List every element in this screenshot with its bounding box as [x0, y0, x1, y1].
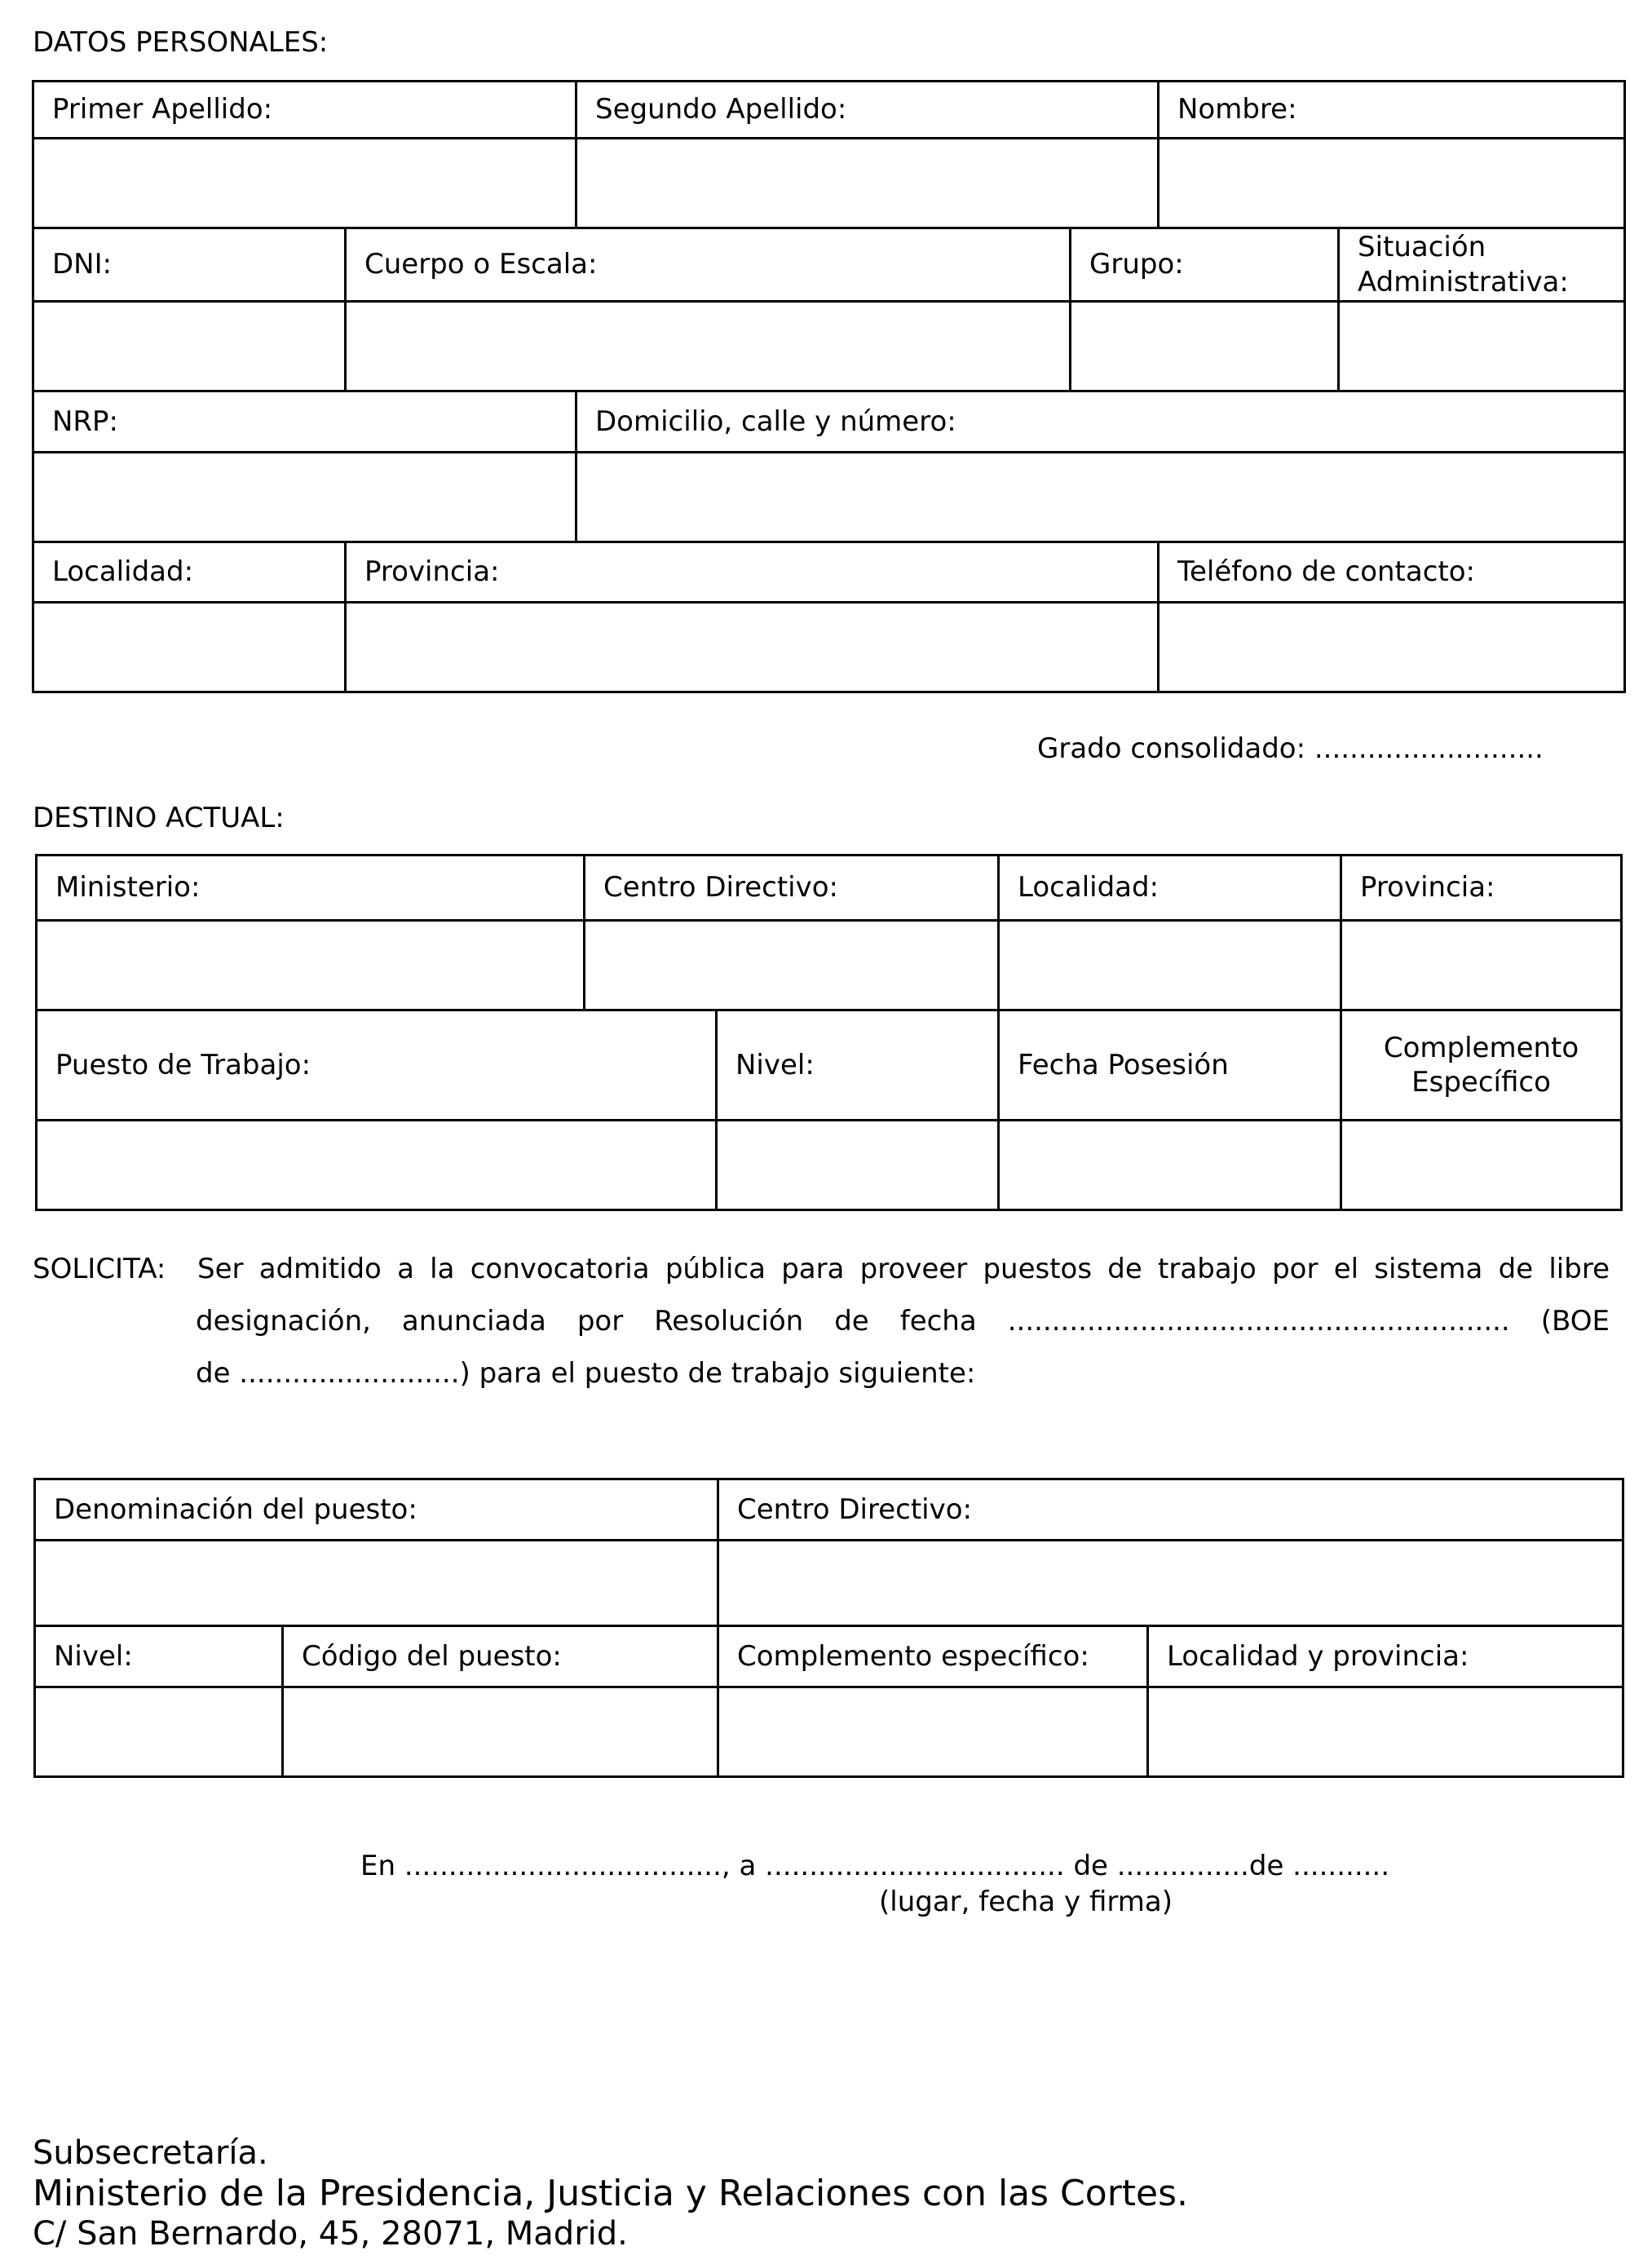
- puesto-centro-directivo-label: Centro Directivo:: [718, 1479, 1623, 1541]
- ministerio-label: Ministerio:: [37, 856, 585, 921]
- codigo-puesto-label: Código del puesto:: [283, 1626, 718, 1687]
- footer-ministerio: Ministerio de la Presidencia, Justicia y Relaciones con las Cortes.: [33, 2173, 1189, 2214]
- puesto-trabajo-field[interactable]: [37, 1121, 717, 1210]
- puesto-centro-directivo-field[interactable]: [718, 1541, 1623, 1626]
- complemento-line-2: Específico: [1411, 1066, 1551, 1099]
- segundo-apellido-label: Segundo Apellido:: [576, 82, 1159, 139]
- telefono-field[interactable]: [1159, 603, 1625, 692]
- nivel-label: Nivel:: [717, 1010, 999, 1121]
- situacion-administrativa-label: [1339, 228, 1625, 302]
- provincia-field[interactable]: [346, 603, 1159, 692]
- section-heading-destino-actual: DESTINO ACTUAL:: [33, 802, 285, 834]
- firma-line: En ...................................., a .................................. de ...............de ...........: [360, 1850, 1390, 1882]
- solicita-line-3: de .........................) para el puesto de trabajo siguiente:: [196, 1357, 976, 1390]
- firma-caption: (lugar, fecha y firma): [879, 1886, 1173, 1918]
- denominacion-puesto-label: Denominación del puesto:: [35, 1479, 718, 1541]
- provincia-label: Provincia:: [346, 542, 1159, 603]
- puesto-nivel-label: Nivel:: [35, 1626, 283, 1687]
- puesto-complemento-field[interactable]: [718, 1687, 1148, 1777]
- destino-localidad-label: Localidad:: [999, 856, 1341, 921]
- destino-localidad-field[interactable]: [999, 921, 1341, 1010]
- primer-apellido-field[interactable]: [33, 139, 576, 228]
- domicilio-field[interactable]: [576, 453, 1625, 542]
- grupo-field[interactable]: [1071, 302, 1339, 391]
- denominacion-puesto-field[interactable]: [35, 1541, 718, 1626]
- footer-direccion: C/ San Bernardo, 45, 28071, Madrid.: [33, 2215, 628, 2253]
- nrp-field[interactable]: [33, 453, 576, 542]
- destino-actual-table: [35, 854, 1623, 1211]
- localidad-provincia-label: Localidad y provincia:: [1148, 1626, 1623, 1687]
- situacion-administrativa-field[interactable]: [1339, 302, 1625, 391]
- solicita-label: SOLICITA:: [33, 1253, 166, 1285]
- nombre-label: Nombre:: [1159, 82, 1625, 139]
- puesto-complemento-label: Complemento específico:: [718, 1626, 1148, 1687]
- dni-field[interactable]: [33, 302, 346, 391]
- solicita-line-2: designación, anunciada por Resolución de fecha ......................................................... (BOE: [196, 1305, 1610, 1338]
- datos-personales-table: [32, 80, 1626, 693]
- nrp-label: NRP:: [33, 391, 576, 453]
- puesto-solicitado-table: [33, 1478, 1624, 1778]
- situacion-line-1: Situación: [1358, 231, 1486, 263]
- section-heading-datos-personales: DATOS PERSONALES:: [33, 26, 329, 59]
- fecha-posesion-field[interactable]: [999, 1121, 1341, 1210]
- cuerpo-escala-field[interactable]: [346, 302, 1071, 391]
- complemento-especifico-label: [1341, 1010, 1622, 1121]
- situacion-line-2: Administrativa:: [1358, 265, 1569, 298]
- nivel-field[interactable]: [717, 1121, 999, 1210]
- centro-directivo-field[interactable]: [585, 921, 999, 1010]
- grado-consolidado: Grado consolidado: ..........................: [1037, 732, 1544, 765]
- primer-apellido-label: Primer Apellido:: [33, 82, 576, 139]
- dni-label: DNI:: [33, 228, 346, 302]
- cuerpo-escala-label: Cuerpo o Escala:: [346, 228, 1071, 302]
- grupo-label: Grupo:: [1071, 228, 1339, 302]
- localidad-label: Localidad:: [33, 542, 346, 603]
- centro-directivo-label: Centro Directivo:: [585, 856, 999, 921]
- puesto-trabajo-label: Puesto de Trabajo:: [37, 1010, 717, 1121]
- complemento-especifico-field[interactable]: [1341, 1121, 1622, 1210]
- domicilio-label: Domicilio, calle y número:: [576, 391, 1625, 453]
- telefono-label: Teléfono de contacto:: [1159, 542, 1625, 603]
- complemento-line-1: Complemento: [1383, 1031, 1579, 1064]
- segundo-apellido-field[interactable]: [576, 139, 1159, 228]
- fecha-posesion-label: Fecha Posesión: [999, 1010, 1341, 1121]
- codigo-puesto-field[interactable]: [283, 1687, 718, 1777]
- destino-provincia-field[interactable]: [1341, 921, 1622, 1010]
- nombre-field[interactable]: [1159, 139, 1625, 228]
- footer-subsecretaria: Subsecretaría.: [33, 2134, 268, 2172]
- solicita-line-1: Ser admitido a la convocatoria pública para proveer puestos de trabajo por el sistema de libre: [197, 1253, 1610, 1285]
- localidad-provincia-field[interactable]: [1148, 1687, 1623, 1777]
- ministerio-field[interactable]: [37, 921, 585, 1010]
- localidad-field[interactable]: [33, 603, 346, 692]
- puesto-nivel-field[interactable]: [35, 1687, 283, 1777]
- destino-provincia-label: Provincia:: [1341, 856, 1622, 921]
